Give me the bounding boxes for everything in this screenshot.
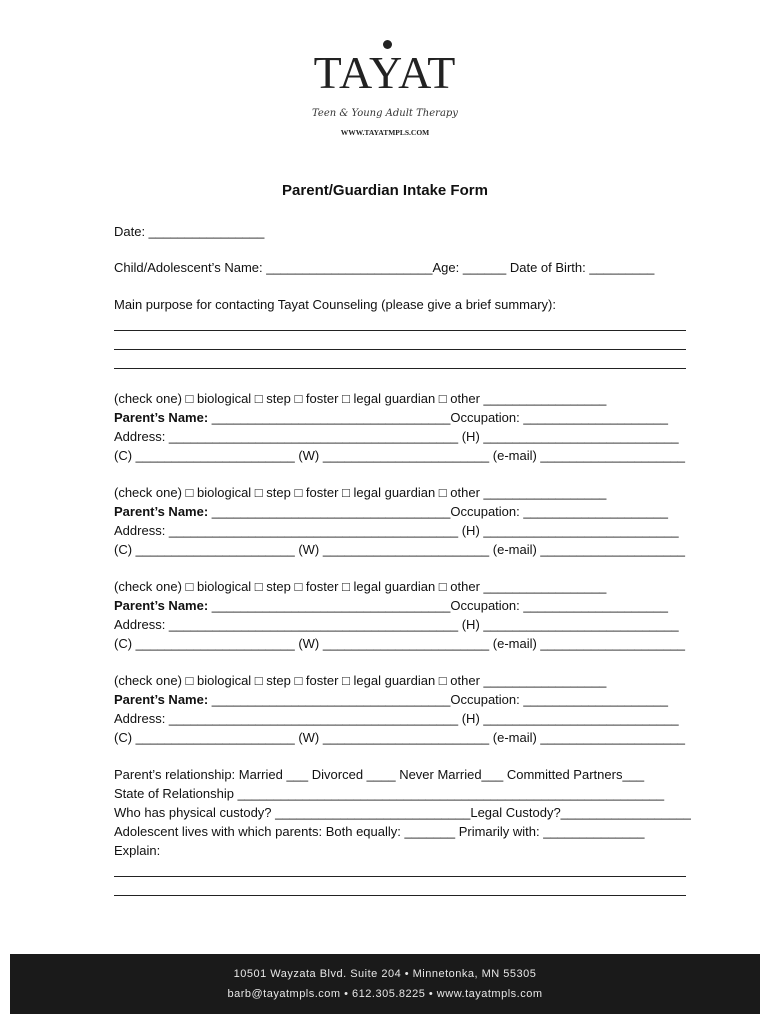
- address-field[interactable]: Address: ________________________________________ (H) ___________________________: [114, 711, 679, 726]
- footer-contact: barb@tayatmpls.com • 612.305.8225 • www.tayatmpls.com: [227, 988, 543, 1000]
- page-footer: [10, 954, 760, 1014]
- parent-name-occupation-blanks[interactable]: _________________________________Occupation: ____________________: [208, 504, 668, 519]
- parent-name-field[interactable]: [114, 410, 668, 426]
- purpose-answer-line[interactable]: [114, 368, 686, 369]
- parent-name-occupation-blanks[interactable]: _________________________________Occupation: ____________________: [208, 410, 668, 425]
- tayat-logo: [300, 40, 470, 140]
- logo-url: WWW.TAYATMPLS.COM: [340, 128, 430, 137]
- custody-field[interactable]: Who has physical custody? ___________________________Legal Custody?__________________: [114, 805, 691, 820]
- purpose-answer-line[interactable]: [114, 349, 686, 350]
- relationship-status-field[interactable]: Parent’s relationship: Married ___ Divorced ____ Never Married___ Committed Partners___: [114, 767, 645, 782]
- parent-name-label: Parent’s Name:: [114, 598, 209, 613]
- parent-name-label: Parent’s Name:: [114, 504, 209, 519]
- footer-address: 10501 Wayzata Blvd. Suite 204 • Minnetonka, MN 55305: [233, 968, 537, 980]
- address-field[interactable]: Address: ________________________________________ (H) ___________________________: [114, 523, 679, 538]
- parent-name-field[interactable]: [114, 692, 668, 708]
- date-field[interactable]: Date: ________________: [114, 224, 265, 239]
- child-info-field[interactable]: Child/Adolescent’s Name: _______________________Age: ______ Date of Birth: _________: [114, 260, 655, 275]
- parent-name-label: Parent’s Name:: [114, 692, 209, 707]
- relation-checkboxes[interactable]: (check one) □ biological □ step □ foster □ legal guardian □ other _________________: [114, 485, 607, 500]
- contact-field[interactable]: (C) ______________________ (W) _______________________ (e-mail) ____________________: [114, 730, 686, 745]
- parent-name-label: Parent’s Name:: [114, 410, 209, 425]
- form-title: Parent/Guardian Intake Form: [282, 182, 488, 199]
- explain-answer-line[interactable]: [114, 876, 686, 877]
- contact-field[interactable]: (C) ______________________ (W) _______________________ (e-mail) ____________________: [114, 636, 686, 651]
- contact-field[interactable]: (C) ______________________ (W) _______________________ (e-mail) ____________________: [114, 542, 686, 557]
- purpose-label: Main purpose for contacting Tayat Counseling (please give a brief summary):: [114, 297, 556, 312]
- relation-checkboxes[interactable]: (check one) □ biological □ step □ foster □ legal guardian □ other _________________: [114, 579, 607, 594]
- parent-name-occupation-blanks[interactable]: _________________________________Occupation: ____________________: [208, 598, 668, 613]
- parent-name-field[interactable]: [114, 504, 668, 520]
- relation-checkboxes[interactable]: (check one) □ biological □ step □ foster □ legal guardian □ other _________________: [114, 391, 607, 406]
- parent-name-field[interactable]: [114, 598, 668, 614]
- purpose-answer-line[interactable]: [114, 330, 686, 331]
- logo-wordmark: TAYAT: [313, 47, 457, 98]
- relation-checkboxes[interactable]: (check one) □ biological □ step □ foster □ legal guardian □ other _________________: [114, 673, 607, 688]
- address-field[interactable]: Address: ________________________________________ (H) ___________________________: [114, 429, 679, 444]
- parent-name-occupation-blanks[interactable]: _________________________________Occupation: ____________________: [208, 692, 668, 707]
- address-field[interactable]: Address: ________________________________________ (H) ___________________________: [114, 617, 679, 632]
- contact-field[interactable]: (C) ______________________ (W) _______________________ (e-mail) ____________________: [114, 448, 686, 463]
- relationship-state-field[interactable]: State of Relationship ___________________________________________________________: [114, 786, 665, 801]
- explain-label: Explain:: [114, 843, 161, 858]
- logo-tagline: Teen & Young Adult Therapy: [312, 108, 458, 119]
- explain-answer-line[interactable]: [114, 895, 686, 896]
- lives-with-field[interactable]: Adolescent lives with which parents: Both equally: _______ Primarily with: ______________: [114, 824, 645, 839]
